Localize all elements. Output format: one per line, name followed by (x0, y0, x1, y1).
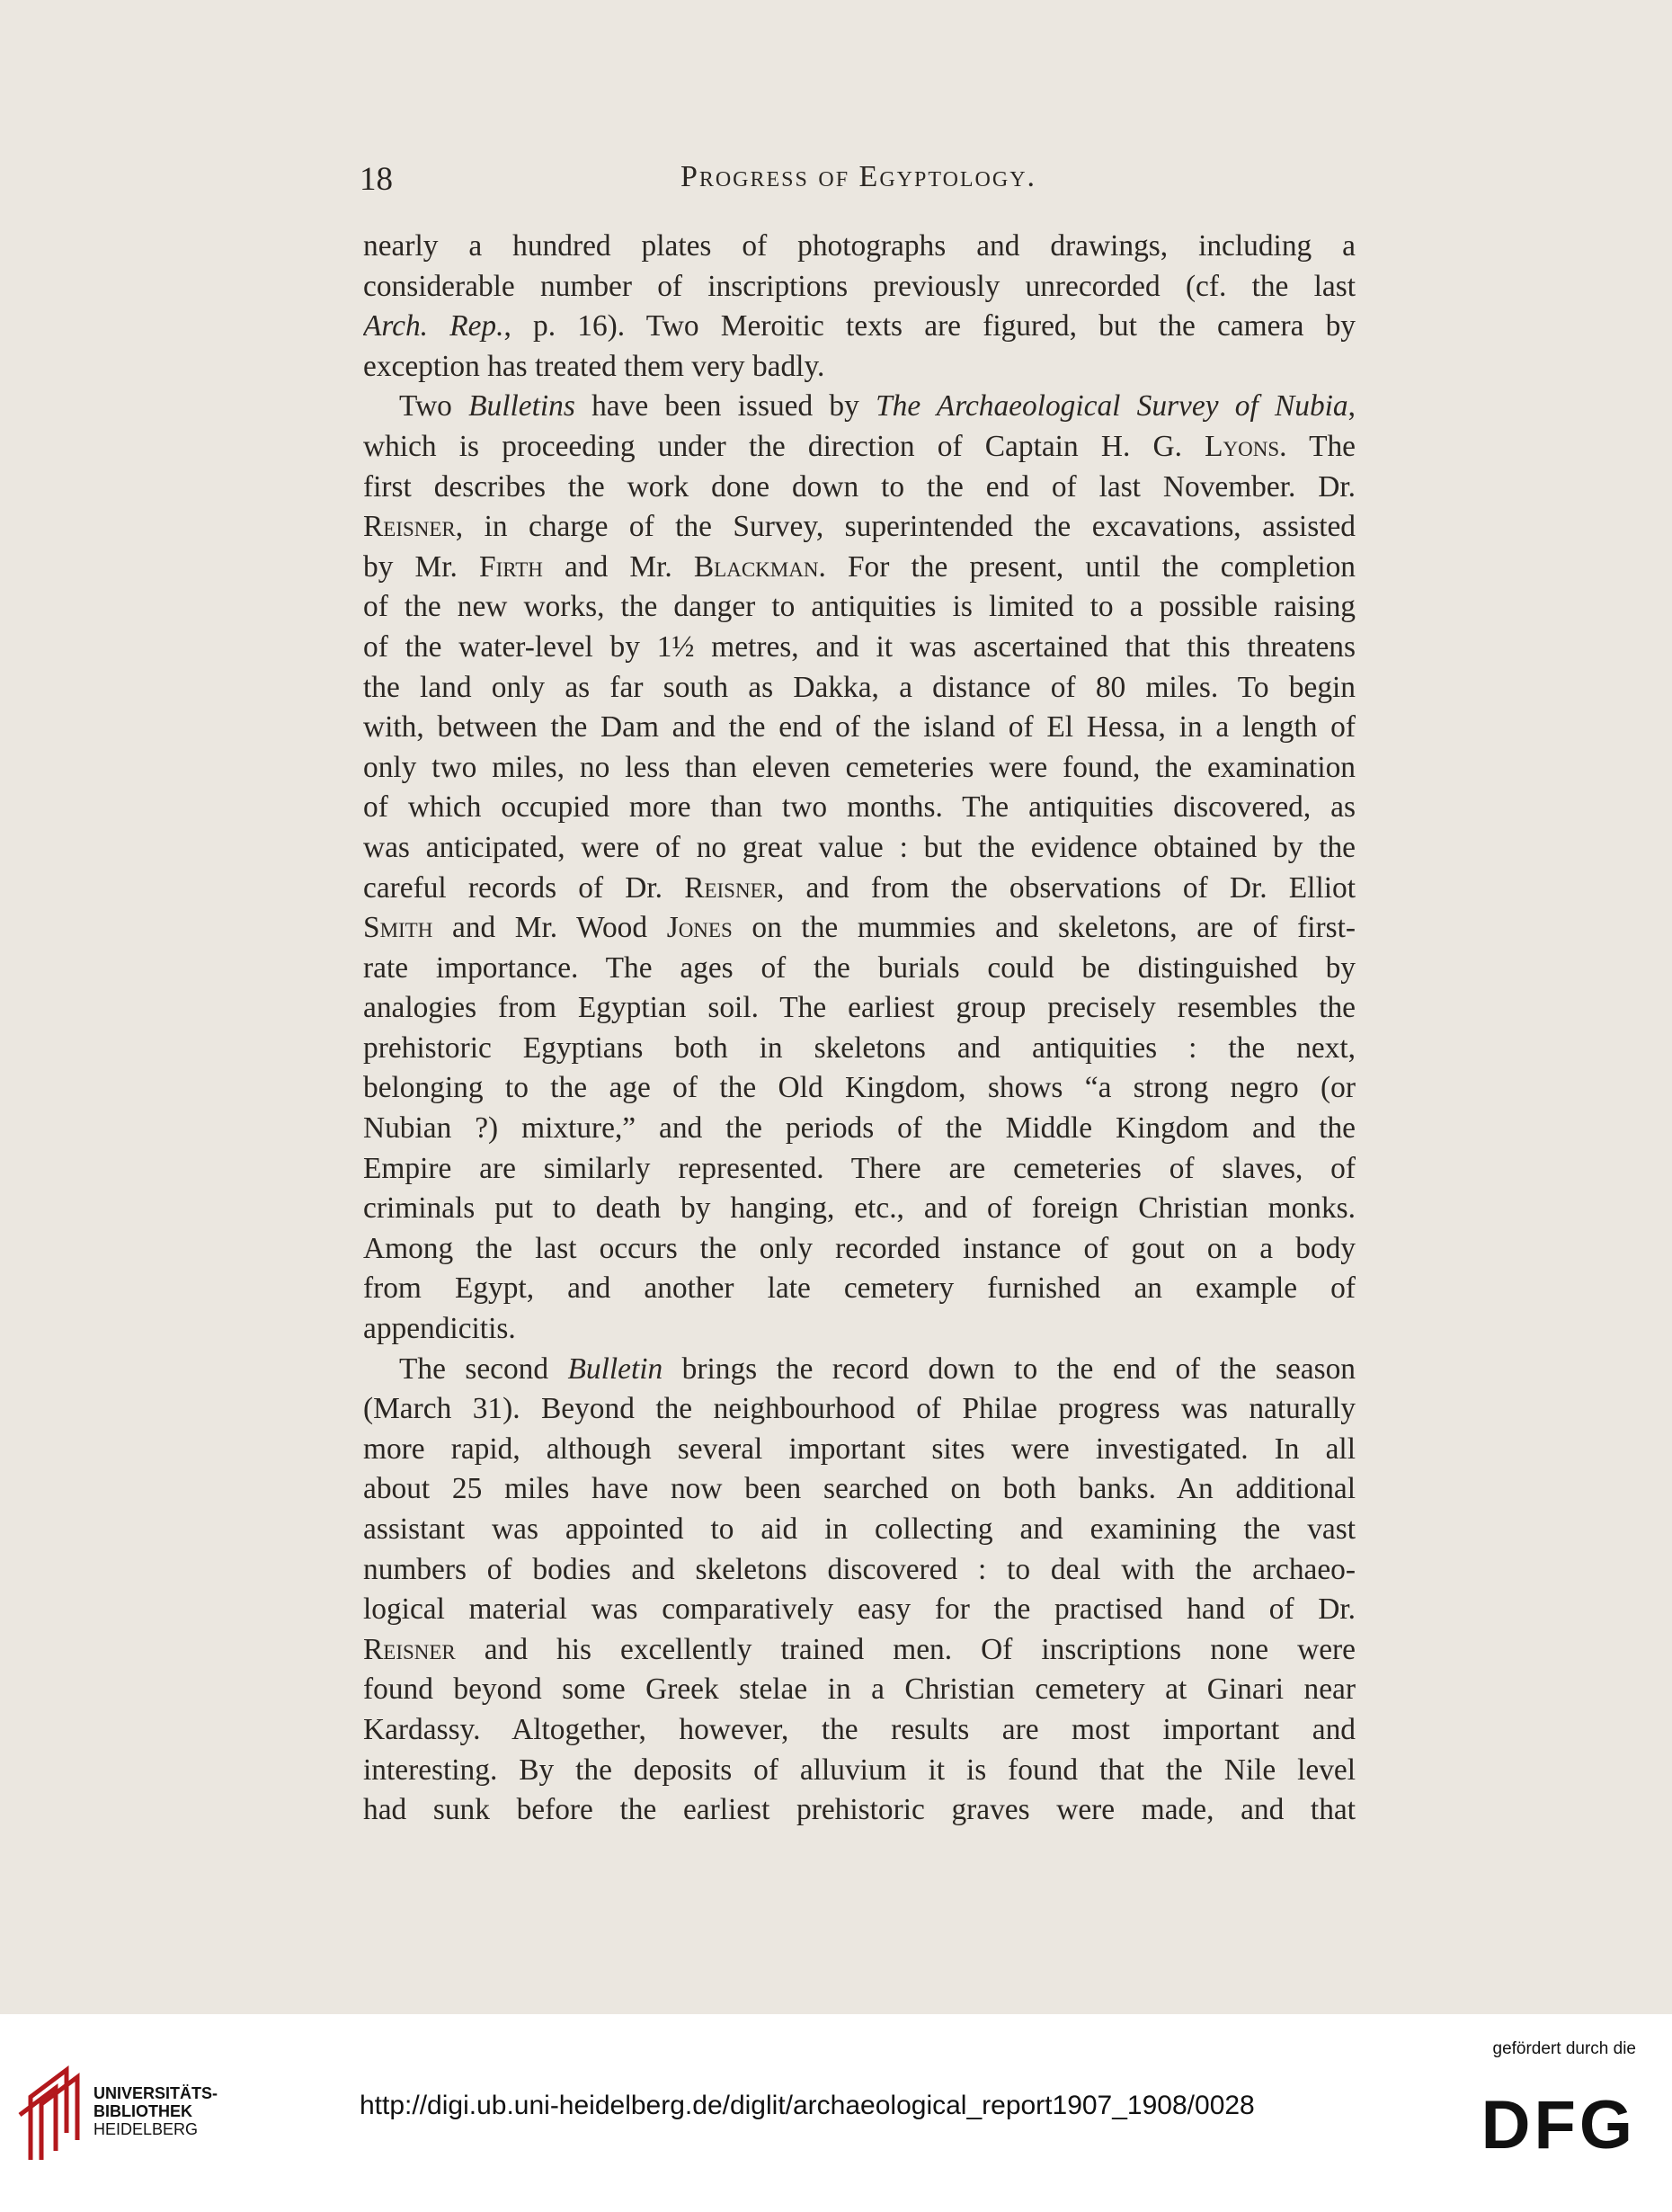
body-text (363, 227, 1356, 1831)
dfg-logo: DFG (1481, 2087, 1636, 2163)
text-line: (March 31). Beyond the neighbourhood of Philae progress was naturally (363, 1392, 1356, 1426)
page-number: 18 (360, 161, 393, 198)
text-line: Empire are similarly represented. There are cemeteries of slaves, of (363, 1151, 1356, 1185)
library-name (93, 2084, 218, 2138)
text-line: Arch. Rep., p. 16). Two Meroitic texts are figured, but the camera by (363, 309, 1356, 343)
text-line: from Egypt, and another late cemetery furnished an example of (363, 1271, 1356, 1306)
text-line: Two Bulletins have been issued by The Archaeological Survey of Nubia, (399, 389, 1356, 424)
text-line: by Mr. Firth and Mr. Blackman. For the present, until the completion (363, 549, 1356, 584)
text-line: of the water-level by 1½ metres, and it was ascertained that this threatens (363, 629, 1356, 664)
text-line: rate importance. The ages of the burials could be distinguished by (363, 950, 1356, 985)
text-line: only two miles, no less than eleven cemeteries were found, the examination (363, 750, 1356, 784)
text-line: Kardassy. Altogether, however, the results are most important and (363, 1712, 1356, 1746)
text-line: The second Bulletin brings the record down to the end of the season (399, 1351, 1356, 1386)
text-line: careful records of Dr. Reisner, and from the observations of Dr. Elliot (363, 870, 1356, 905)
text-line: belonging to the age of the Old Kingdom, shows “a strong negro (or (363, 1071, 1356, 1105)
funded-by-label: gefördert durch die (1492, 2039, 1636, 2058)
text-line: interesting. By the deposits of alluvium it is found that the Nile level (363, 1753, 1356, 1787)
text-line: of the new works, the danger to antiquities is limited to a possible raising (363, 590, 1356, 624)
text-line: criminals put to death by hanging, etc., and of foreign Christian monks. (363, 1191, 1356, 1226)
text-line: exception has treated them very badly. (363, 349, 825, 383)
library-name-line-1: UNIVERSITÄTS- (93, 2084, 218, 2102)
text-line: Reisner and his excellently trained men. Of inscriptions none were (363, 1632, 1356, 1666)
text-line: had sunk before the earliest prehistoric graves were made, and that (363, 1793, 1356, 1827)
text-line: found beyond some Greek stelae in a Christian cemetery at Ginari near (363, 1672, 1356, 1707)
text-line: nearly a hundred plates of photographs and drawings, including a (363, 229, 1356, 263)
university-library-logo-icon (13, 2061, 95, 2167)
running-title: Progress of Egyptology. (680, 160, 1037, 193)
digitization-footer (0, 2014, 1672, 2212)
source-url-link[interactable]: http://digi.ub.uni-heidelberg.de/diglit/archaeological_report1907_1908/0028 (360, 2091, 1255, 2120)
text-line: appendicitis. (363, 1312, 516, 1346)
text-line: of which occupied more than two months. The antiquities discovered, as (363, 790, 1356, 825)
text-line: Among the last occurs the only recorded instance of gout on a body (363, 1231, 1356, 1265)
text-line: analogies from Egyptian soil. The earliest group precisely resembles the (363, 991, 1356, 1025)
text-line: with, between the Dam and the end of the island of El Hessa, in a length of (363, 710, 1356, 745)
text-line: assistant was appointed to aid in collecting and examining the vast (363, 1512, 1356, 1546)
text-line: first describes the work done down to the end of last November. Dr. (363, 469, 1356, 504)
text-line: which is proceeding under the direction of Captain H. G. Lyons. The (363, 429, 1356, 463)
text-line: Smith and Mr. Wood Jones on the mummies and skeletons, are of first- (363, 911, 1356, 945)
library-name-line-3: HEIDELBERG (93, 2120, 199, 2138)
text-line: about 25 miles have now been searched on both banks. An additional (363, 1472, 1356, 1506)
text-line: Nubian ?) mixture,” and the periods of the Middle Kingdom and the (363, 1111, 1356, 1146)
text-line: considerable number of inscriptions previously unrecorded (cf. the last (363, 269, 1356, 303)
text-line: more rapid, although several important sites were investigated. In all (363, 1432, 1356, 1466)
text-line: logical material was comparatively easy for the practised hand of Dr. (363, 1592, 1356, 1627)
text-line: the land only as far south as Dakka, a distance of 80 miles. To begin (363, 670, 1356, 704)
page-header (360, 160, 1357, 214)
text-line: prehistoric Egyptians both in skeletons and antiquities : the next, (363, 1030, 1356, 1065)
text-line: was anticipated, were of no great value : but the evidence obtained by the (363, 830, 1356, 864)
library-name-line-2: BIBLIOTHEK (93, 2102, 192, 2120)
text-line: numbers of bodies and skeletons discovered : to deal with the archaeo- (363, 1552, 1356, 1586)
text-line: Reisner, in charge of the Survey, superintended the excavations, assisted (363, 510, 1356, 544)
